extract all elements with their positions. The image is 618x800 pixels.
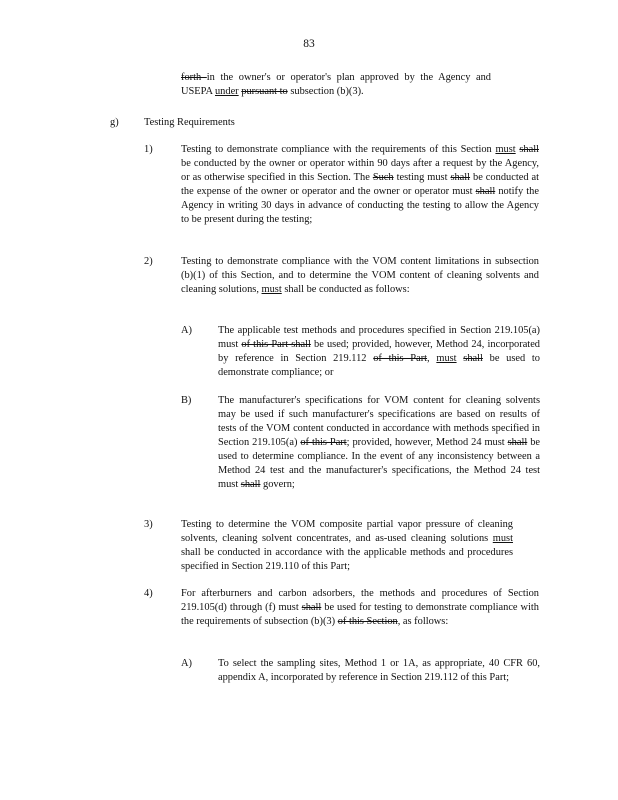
item-2b-paragraph [218,394,540,492]
item-4-label: 4) [144,588,153,599]
item-2-text [181,255,539,297]
section-label: g) [110,117,119,128]
text-run: be used to demonstrate compliance; or [218,353,540,378]
text-run: be conducted by the owner or operator within 90 days after a request by the Agency, or as otherwise specified in this Section. The [181,158,539,183]
inserted-text: under [214,86,239,97]
deleted-text: shall [240,479,261,490]
inserted-text: must [261,284,282,295]
text-run: The manufacturer's specifications for VOM content for cleaning solvents may be used if such manufacturer's specifications are based on results of tests of the VOM content conducted in accordance with methods specified in Section 219.105(a) [218,395,540,448]
deleted-text: forth [181,72,207,83]
text-run: subsection (b)(3). [287,86,364,97]
inserted-text: must [495,144,516,155]
deleted-text: shall [463,353,483,364]
item-1-label: 1) [144,144,153,155]
page-number: 83 [303,38,315,50]
item-4a-paragraph [218,657,540,685]
deleted-text: shall [519,144,539,155]
item-2b-text [218,394,540,492]
deleted-text: shall [507,437,528,448]
section-heading: Testing Requirements [144,117,235,128]
inserted-text: must [436,353,457,364]
deleted-text: shall [475,186,496,197]
item-1-text [181,143,539,227]
text-run: shall be conducted as follows: [281,284,410,295]
item-3-text [181,518,513,574]
text-run: , as follows: [397,616,449,627]
intro-text [181,71,491,99]
item-2a-label: A) [181,325,192,336]
text-run: testing must [393,172,451,183]
deleted-text: of this Section [337,616,398,627]
text-run: , [427,353,437,364]
item-4-paragraph [181,587,539,629]
text-run: be conducted at the expense of the owner or operator and the owner or operator must [181,172,539,197]
deleted-text: shall [301,602,322,613]
text-run: govern; [260,479,295,490]
text-run: notify the Agency in writing 30 days in advance of conducting the testing to allow the Agency to be present during the testing; [181,186,539,225]
item-2a-text [218,324,540,380]
intro-paragraph [181,71,491,99]
text-run: in the owner's or operator's plan approved by the Agency and USEPA [181,72,491,97]
item-4a-text [218,657,540,685]
text-run: shall be conducted in accordance with the applicable methods and procedures specified in Section 219.110 of this Part; [181,547,513,572]
text-run: be used to determine compliance. In the event of any inconsistency between a Method 24 test and the manufacturer's specifications, the Method 24 test must [218,437,541,490]
item-4-text [181,587,539,629]
deleted-text: Such [372,172,394,183]
text-run: For afterburners and carbon adsorbers, the methods and procedures of Section 219.105(d) through (f) must [181,588,539,613]
text-run: Testing to demonstrate compliance with the requirements of this Section [181,144,496,155]
item-2-paragraph [181,255,539,297]
text-run: To select the sampling sites, Method 1 or 1A, as appropriate, 40 CFR 60, appendix A, incorporated by reference in Section 219.112 of this Part; [218,658,540,683]
inserted-text: must [492,533,513,544]
item-2b-label: B) [181,395,192,406]
deleted-text: of this Part shall [241,339,311,350]
item-4a-label: A) [181,658,192,669]
item-2-label: 2) [144,256,153,267]
item-3-paragraph [181,518,513,574]
deleted-text: shall [450,172,471,183]
item-2a-paragraph [218,324,540,380]
text-run: be used for testing to demonstrate compliance with the requirements of subsection (b)(3) [181,602,539,627]
deleted-text: pursuant to [241,86,288,97]
item-3-label: 3) [144,519,153,530]
text-run: ; provided, however, Method 24 must [346,437,508,448]
text-run: Testing to demonstrate compliance with the VOM content limitations in subsection (b)(1) of this Section, and to determine the VOM content of cleaning solvents and cleaning solutions, [181,256,539,295]
text-run: be used; provided, however, Method 24, incorporated by reference in Section 219.112 [218,339,541,364]
deleted-text: of this Part [373,353,428,364]
text-run: The applicable test methods and procedures specified in Section 219.105(a) must [218,325,540,350]
item-1-paragraph [181,143,539,227]
text-run: Testing to determine the VOM composite partial vapor pressure of cleaning solvents, cleaning solvent concentrates, and as-used cleaning solutions [181,519,513,544]
deleted-text: of this Part [300,437,347,448]
